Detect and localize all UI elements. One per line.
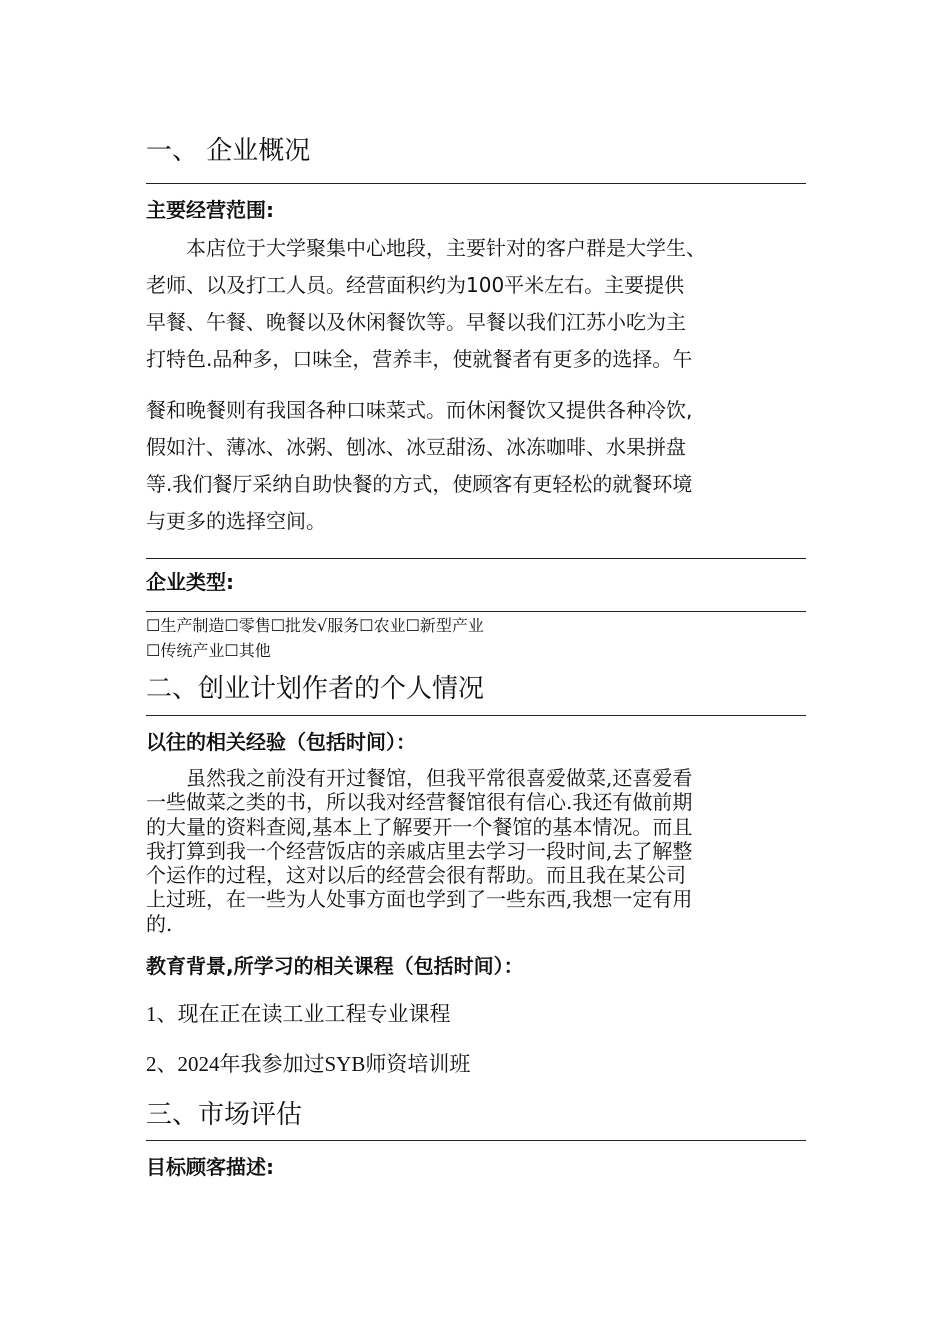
divider-line xyxy=(146,183,806,184)
enterprise-type-heading: 企业类型: xyxy=(146,570,234,594)
section-1-title: 一、 企业概况 xyxy=(146,136,311,166)
paragraph-line: 早餐、午餐、晚餐以及休闲餐饮等。早餐以我们江苏小吃为主 xyxy=(146,310,686,334)
section-3-title: 三、市场评估 xyxy=(146,1100,303,1130)
business-scope-heading: 主要经营范围: xyxy=(146,198,274,222)
paragraph-line: 上过班，在一些为人处事方面也学到了一些东西,我想一定有用 xyxy=(146,887,693,912)
paragraph-line: 餐和晚餐则有我国各种口味菜式。而休闲餐饮又提供各种冷饮, xyxy=(146,398,693,422)
education-item: 1、现在正在读工业工程专业课程 xyxy=(146,1002,451,1026)
paragraph-line: 等.我们餐厅采纳自助快餐的方式，使顾客有更轻松的就餐环境 xyxy=(146,472,693,496)
target-customer-heading: 目标顾客描述: xyxy=(146,1155,274,1179)
divider-line xyxy=(146,715,806,716)
experience-heading: 以往的相关经验（包括时间）： xyxy=(146,730,416,754)
paragraph-line: 假如汁、薄冰、冰粥、刨冰、冰豆甜汤、冰冻咖啡、水果拼盘 xyxy=(146,435,686,459)
education-item: 2、2024年我参加过SYB师资培训班 xyxy=(146,1052,471,1076)
paragraph-line: 老师、以及打工人员。经营面积约为100平米左右。主要提供 xyxy=(146,273,685,297)
divider-line xyxy=(146,611,806,612)
business-scope-paragraph xyxy=(146,230,810,540)
paragraph-line: 与更多的选择空间。 xyxy=(146,509,326,533)
paragraph-line: 打特色.品种多，口味全，营养丰，使就餐者有更多的选择。午 xyxy=(146,347,693,371)
divider-line xyxy=(146,1140,806,1141)
section-2-title: 二、创业计划作者的个人情况 xyxy=(146,674,485,704)
enterprise-type-options-row-1: ☐生产制造☐零售☐批发√服务☐农业☐新型产业 xyxy=(146,616,484,635)
paragraph-line: 本店位于大学聚集中心地段，主要针对的客户群是大学生、 xyxy=(146,236,706,260)
paragraph-line: 虽然我之前没有开过餐馆，但我平常很喜爱做菜,还喜爱看 xyxy=(146,766,693,790)
paragraph-line: 一些做菜之类的书，所以我对经营餐馆很有信心.我还有做前期 xyxy=(146,790,693,815)
paragraph-line: 的. xyxy=(146,911,173,936)
enterprise-type-options-row-2: ☐传统产业☐其他 xyxy=(146,641,271,660)
experience-paragraph xyxy=(146,766,810,936)
paragraph-line: 的大量的资料查阅,基本上了解要开一个餐馆的基本情况。而且 xyxy=(146,814,693,839)
paragraph-line: 个运作的过程，这对以后的经营会很有帮助。而且我在某公司 xyxy=(146,863,686,888)
paragraph-line: 我打算到我一个经营饭店的亲戚店里去学习一段时间,去了解整 xyxy=(146,838,693,863)
divider-line xyxy=(146,558,806,559)
education-heading: 教育背景,所学习的相关课程（包括时间）： xyxy=(146,954,524,978)
